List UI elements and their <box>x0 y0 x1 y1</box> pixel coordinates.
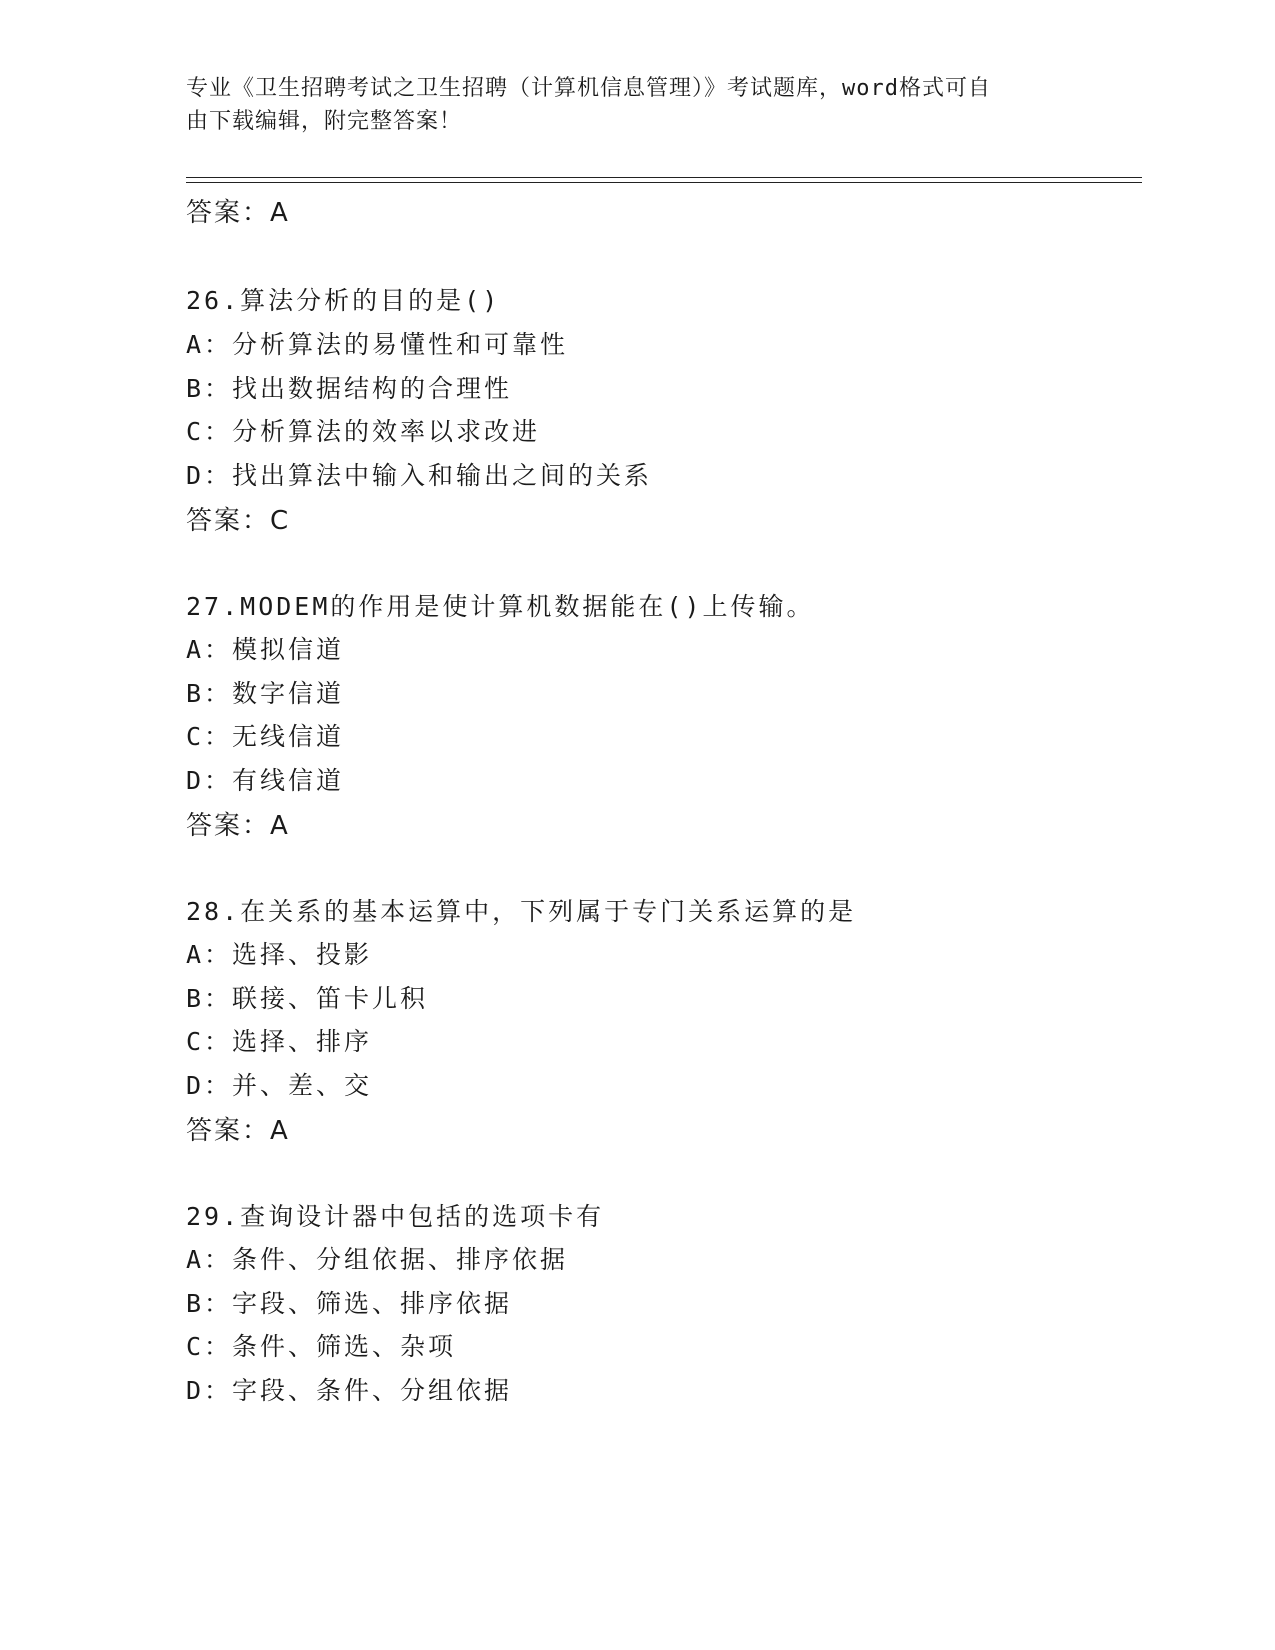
header-line-1: 专业《卫生招聘考试之卫生招聘（计算机信息管理）》考试题库，word格式可自 <box>186 76 991 101</box>
option-a: A：条件、分组依据、排序依据 <box>186 1245 569 1274</box>
option-b: B：字段、筛选、排序依据 <box>186 1289 513 1318</box>
option-c: C：条件、筛选、杂项 <box>186 1332 457 1361</box>
answer-line: 答案：A <box>186 198 290 228</box>
question-stem: 26.算法分析的目的是() <box>186 286 501 315</box>
option-b: B：数字信道 <box>186 679 345 708</box>
option-b: B：找出数据结构的合理性 <box>186 374 513 403</box>
question-stem: 27.MODEM的作用是使计算机数据能在()上传输。 <box>186 592 815 621</box>
option-d: D：找出算法中输入和输出之间的关系 <box>186 461 653 490</box>
option-b: B：联接、笛卡儿积 <box>186 984 429 1013</box>
document-header <box>186 72 1066 138</box>
option-a: A：模拟信道 <box>186 635 345 664</box>
question-stem: 28.在关系的基本运算中，下列属于专门关系运算的是 <box>186 897 857 926</box>
option-a: A：分析算法的易懂性和可靠性 <box>186 330 569 359</box>
option-a: A：选择、投影 <box>186 940 373 969</box>
answer-line: 答案：C <box>186 506 291 536</box>
option-c: C：选择、排序 <box>186 1027 373 1056</box>
option-d: D：并、差、交 <box>186 1071 373 1100</box>
option-d: D：有线信道 <box>186 766 345 795</box>
question-stem: 29.查询设计器中包括的选项卡有 <box>186 1202 605 1231</box>
option-d: D：字段、条件、分组依据 <box>186 1376 513 1405</box>
header-divider-top <box>186 177 1142 178</box>
option-c: C：无线信道 <box>186 722 345 751</box>
option-c: C：分析算法的效率以求改进 <box>186 417 541 446</box>
header-line-2: 由下载编辑，附完整答案！ <box>186 109 463 134</box>
answer-line: 答案：A <box>186 811 290 841</box>
answer-line: 答案：A <box>186 1116 290 1146</box>
header-divider-bottom <box>186 182 1142 183</box>
